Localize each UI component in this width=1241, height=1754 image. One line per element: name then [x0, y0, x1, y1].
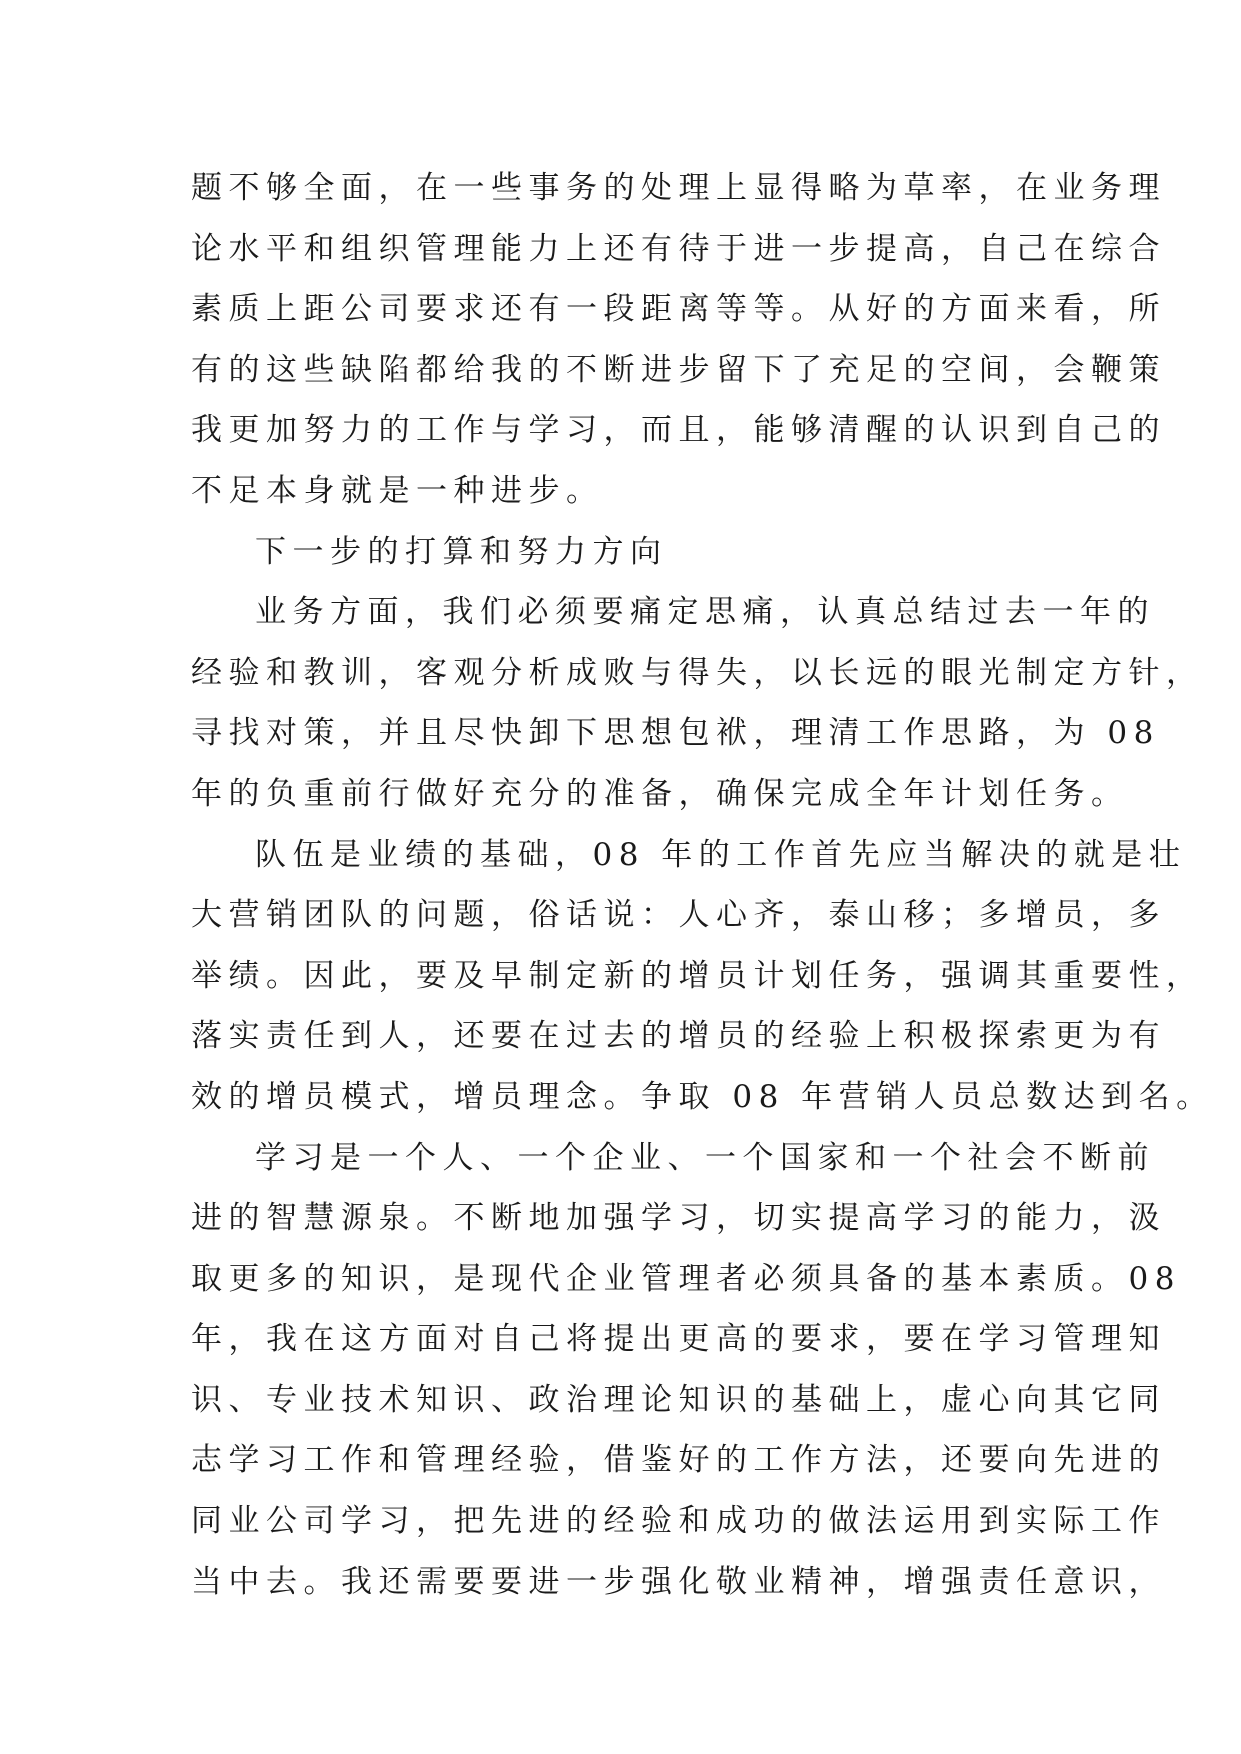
text-line: 年的负重前行做好充分的准备，确保完成全年计划任务。 — [191, 775, 1129, 812]
text-line: 举绩。因此，要及早制定新的增员计划任务，强调其重要性， — [191, 957, 1204, 994]
body-text — [191, 158, 1214, 1612]
text-line: 效的增员模式，增员理念。争取 08 年营销人员总数达到名。 — [191, 1078, 1214, 1115]
text-line: 进的智慧源泉。不断地加强学习，切实提高学习的能力，汲 — [191, 1200, 1166, 1237]
text-line: 取更多的知识，是现代企业管理者必须具备的基本素质。08 — [191, 1260, 1181, 1297]
text-line: 不足本身就是一种进步。 — [191, 472, 604, 509]
text-line: 题不够全面，在一些事务的处理上显得略为草率，在业务理 — [191, 170, 1166, 206]
paragraph-start: 业务方面，我们必须要痛定思痛，认真总结过去一年的 — [255, 594, 1155, 631]
text-line: 落实责任到人，还要在过去的增员的经验上积极探索更为有 — [191, 1018, 1166, 1055]
text-line: 当中去。我还需要要进一步强化敬业精神，增强责任意识， — [191, 1563, 1166, 1600]
text-line: 寻找对策，并且尽快卸下思想包袱，理清工作思路，为 08 — [191, 715, 1160, 752]
text-line: 志学习工作和管理经验，借鉴好的工作方法，还要向先进的 — [191, 1442, 1166, 1479]
paragraph-start: 队伍是业绩的基础，08 年的工作首先应当解决的就是壮 — [255, 836, 1187, 873]
text-line: 年，我在这方面对自己将提出更高的要求，要在学习管理知 — [191, 1321, 1166, 1358]
text-line: 识、专业技术知识、政治理论知识的基础上，虚心向其它同 — [191, 1381, 1166, 1418]
text-line: 我更加努力的工作与学习，而且，能够清醒的认识到自己的 — [191, 412, 1166, 449]
paragraph-start: 学习是一个人、一个企业、一个国家和一个社会不断前 — [255, 1139, 1155, 1176]
text-line: 论水平和组织管理能力上还有待于进一步提高，自己在综合 — [191, 230, 1166, 267]
text-line: 经验和教训，客观分析成败与得失，以长远的眼光制定方针， — [191, 654, 1204, 691]
text-line: 有的这些缺陷都给我的不断进步留下了充足的空间，会鞭策 — [191, 351, 1166, 388]
text-line: 大营销团队的问题，俗话说：人心齐，泰山移；多增员，多 — [191, 897, 1166, 934]
text-line: 同业公司学习，把先进的经验和成功的做法运用到实际工作 — [191, 1503, 1166, 1540]
text-line: 素质上距公司要求还有一段距离等等。从好的方面来看，所 — [191, 291, 1166, 328]
section-heading: 下一步的打算和努力方向 — [255, 533, 668, 570]
